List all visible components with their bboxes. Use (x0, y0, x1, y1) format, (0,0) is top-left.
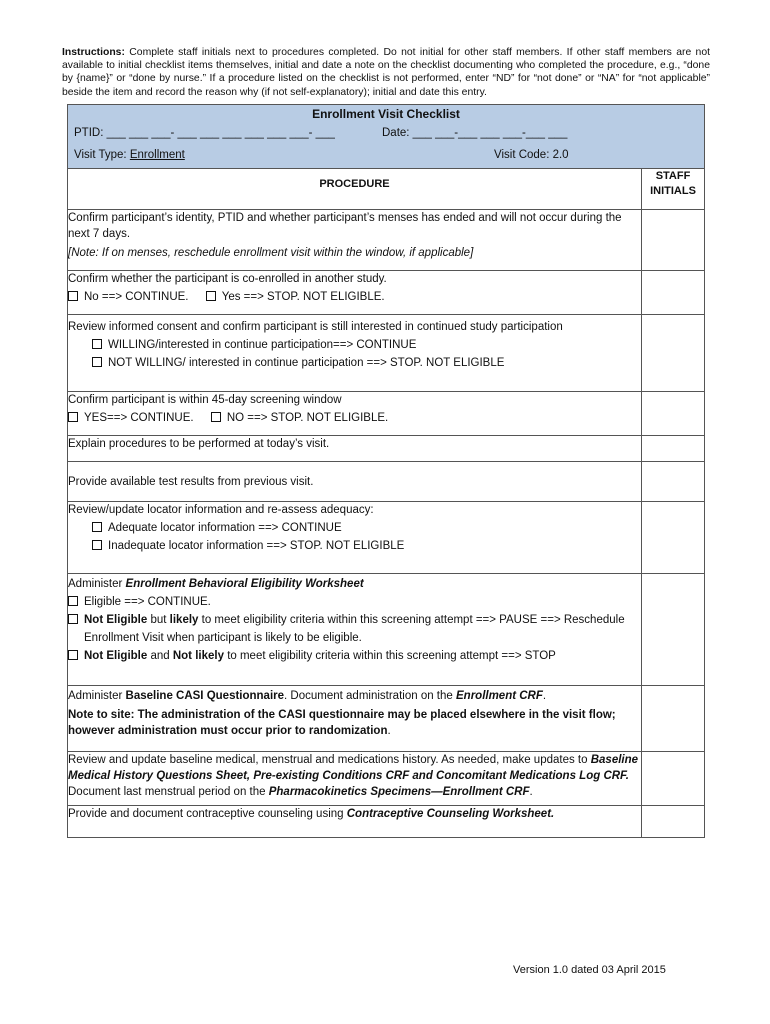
staff-initials-column-header (642, 169, 705, 210)
procedure-note: [Note: If on menses, reschedule enrollment visit within the window, if applicable] (68, 247, 474, 259)
staff-initials-cell[interactable] (642, 686, 705, 752)
procedure-column-header (68, 169, 642, 210)
option-label: No ==> CONTINUE. (84, 291, 189, 303)
table-row (68, 462, 705, 502)
punctuation: . (387, 725, 391, 737)
checkbox[interactable] (211, 412, 221, 422)
ptid-field[interactable]: PTID: ___ ___ ___- ___ ___ ___ ___ ___ ___- ___ (74, 127, 335, 139)
table-row (68, 752, 705, 806)
option-label: NOT WILLING/ interested in continue participation ==> STOP. NOT ELIGIBLE (108, 357, 505, 369)
visit-type-label: Visit Type: (74, 149, 127, 161)
procedure-text: Review/update locator information and re-assess adequacy: (68, 504, 374, 516)
procedure-text: Confirm participant is within 45-day screening window (68, 394, 342, 406)
staff-initials-cell[interactable] (642, 752, 705, 806)
visit-code: Visit Code: 2.0 (494, 149, 569, 161)
option-label-continued: Enrollment Visit when participant is likely to be eligible. (84, 632, 362, 644)
staff-initials-cell[interactable] (642, 436, 705, 462)
option-label: and (150, 650, 170, 662)
checkbox[interactable] (206, 291, 216, 301)
visit-type (74, 149, 185, 161)
checkbox[interactable] (68, 596, 78, 606)
option-label: Yes ==> STOP. NOT ELIGIBLE. (221, 291, 385, 303)
punctuation: . (542, 690, 547, 702)
procedure-text: Administer (68, 578, 123, 590)
initials-heading: INITIALS (650, 185, 696, 197)
form-name: Pharmacokinetics Specimens—Enrollment CRF (268, 786, 530, 798)
procedure-text: Explain procedures to be performed at today’s visit. (68, 438, 330, 450)
site-note: Note to site: The administration of the CASI questionnaire may be placed elsewhere in the visit flow; however administration must occur prior to randomization (68, 709, 616, 737)
procedure-heading: PROCEDURE (319, 178, 390, 190)
procedure-text: Confirm whether the participant is co-enrolled in another study. (68, 273, 387, 285)
table-row (68, 271, 705, 315)
staff-initials-cell[interactable] (642, 315, 705, 392)
checkbox[interactable] (92, 522, 102, 532)
instructions-text: Complete staff initials next to procedures completed. Do not initial for other staff members. If other staff members are not available to initial checklist items themselves, initial and date a note on the checklist documenting who completed the procedure, e.g., “done by {name}” or “done by nurse.” If a procedure listed on the checklist is not performed, enter “ND” for “not done” or “NA” for “not applicable” beside the item and record the reason why (if not self-explanatory); initial and date this entry. (62, 47, 711, 98)
checkbox[interactable] (68, 412, 78, 422)
staff-initials-cell[interactable] (642, 806, 705, 838)
checkbox[interactable] (68, 614, 78, 624)
visit-type-value: Enrollment (129, 149, 185, 161)
option-label: WILLING/interested in continue participation==> CONTINUE (108, 339, 417, 351)
table-row (68, 502, 705, 574)
table-row (68, 315, 705, 392)
procedure-text: Confirm participant’s identity, PTID and whether participant’s menses has ended and will not occur during the next 7 days. (68, 212, 622, 240)
procedure-text: Provide and document contraceptive counseling using (68, 808, 344, 820)
date-field[interactable]: Date: ___ ___-___ ___ ___-___ ___ (382, 127, 568, 139)
checklist-table (67, 104, 705, 838)
checklist-title: Enrollment Visit Checklist (312, 107, 460, 121)
table-row (68, 574, 705, 686)
version-footer: Version 1.0 dated 03 April 2015 (513, 964, 666, 976)
checkbox[interactable] (68, 650, 78, 660)
option-label-bold: likely (169, 614, 199, 626)
instructions-label: Instructions: (62, 47, 125, 58)
option-label: Inadequate locator information ==> STOP. NOT ELIGIBLE (108, 540, 405, 552)
table-row (68, 806, 705, 838)
procedure-text: Review and update baseline medical, menstrual and medications history. As needed, make updates to (68, 754, 588, 766)
procedure-text: Document last menstrual period on the (68, 786, 266, 798)
procedure-text: Review informed consent and confirm participant is still interested in continued study participation (68, 321, 563, 333)
staff-heading: STAFF (655, 170, 691, 182)
table-row (68, 436, 705, 462)
procedure-text: . Document administration on the (284, 690, 453, 702)
option-label-bold: Not Eligible (84, 650, 148, 662)
table-row (68, 210, 705, 271)
option-label: to meet eligibility criteria within this screening attempt ==> STOP (227, 650, 556, 662)
procedure-text: Provide available test results from previous visit. (68, 475, 314, 488)
table-row (68, 392, 705, 436)
form-name: Enrollment Behavioral Eligibility Worksheet (125, 578, 364, 590)
form-name: Baseline CASI Questionnaire (125, 690, 285, 702)
option-label: Eligible ==> CONTINUE. (84, 596, 211, 608)
form-name: Baseline Medical History Questions Sheet, Pre-existing Conditions CRF and Concomitant Medications Log CRF. (68, 754, 639, 782)
staff-initials-cell[interactable] (642, 392, 705, 436)
option-label-bold: Not Eligible (84, 614, 148, 626)
option-label: to meet eligibility criteria within this screening attempt ==> PAUSE ==> Reschedule (201, 614, 625, 626)
form-name: Contraceptive Counseling Worksheet. (346, 808, 555, 820)
table-row (68, 686, 705, 752)
option-label-bold: Not likely (172, 650, 224, 662)
option-label: Adequate locator information ==> CONTINUE (108, 522, 342, 534)
form-name: Enrollment CRF (456, 690, 543, 702)
checkbox[interactable] (92, 357, 102, 367)
checkbox[interactable] (92, 339, 102, 349)
instructions (62, 46, 710, 99)
checkbox[interactable] (92, 540, 102, 550)
staff-initials-cell[interactable] (642, 210, 705, 271)
staff-initials-cell[interactable] (642, 271, 705, 315)
option-label: NO ==> STOP. NOT ELIGIBLE. (226, 412, 389, 424)
checklist-header (68, 105, 705, 169)
checkbox[interactable] (68, 291, 78, 301)
staff-initials-cell[interactable] (642, 574, 705, 686)
option-label: YES==> CONTINUE. (84, 412, 194, 424)
staff-initials-cell[interactable] (642, 462, 705, 502)
staff-initials-cell[interactable] (642, 502, 705, 574)
punctuation: . (529, 786, 533, 798)
procedure-text: Administer (68, 690, 123, 702)
option-label: but (150, 614, 167, 626)
